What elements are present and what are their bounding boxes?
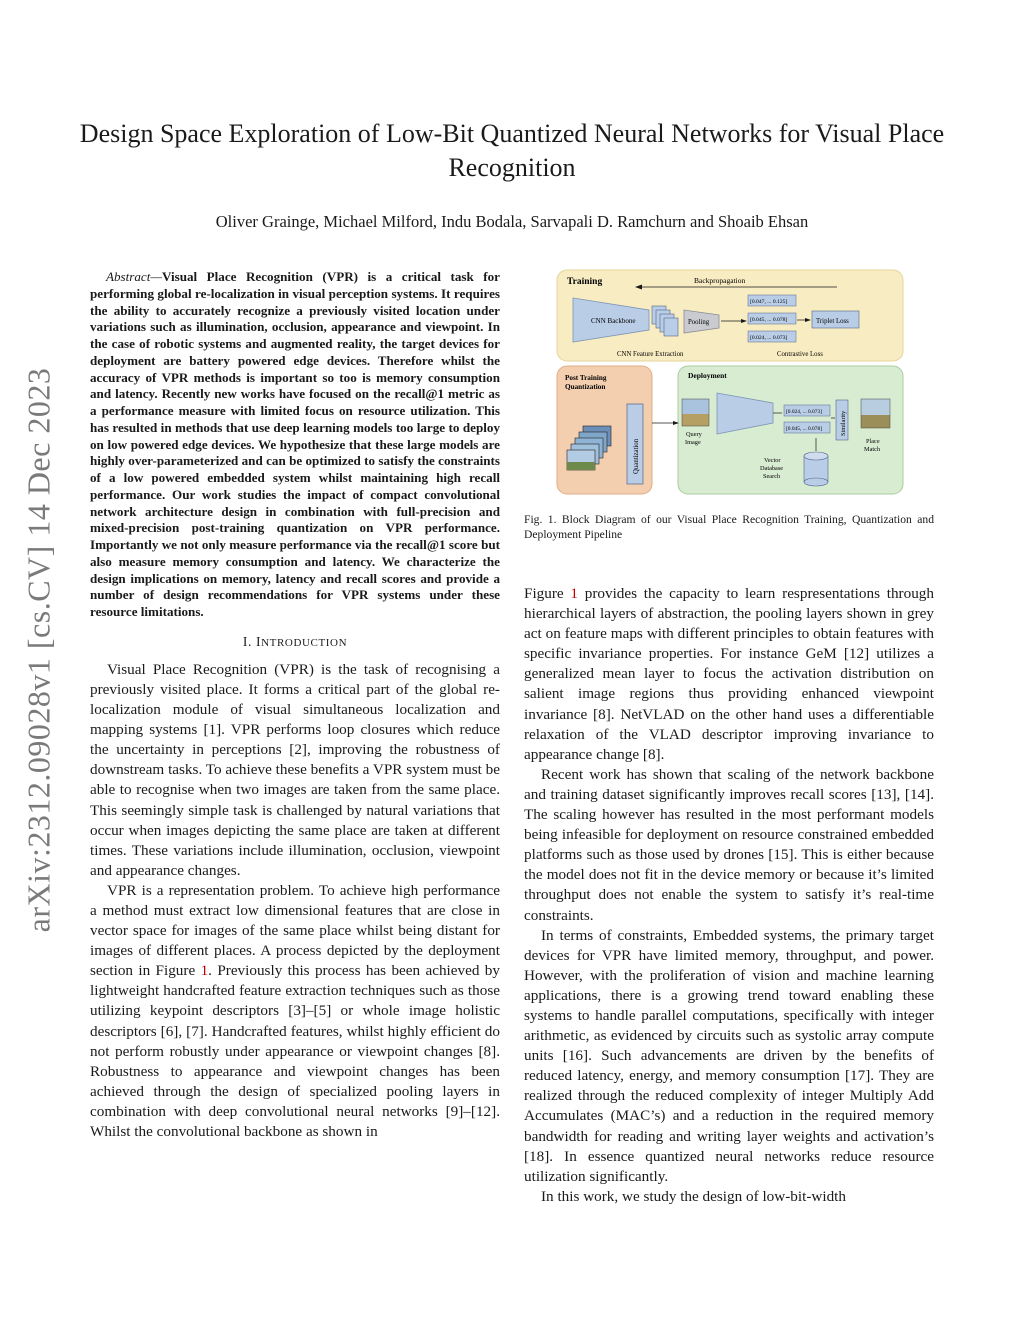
abstract-text: Visual Place Recognition (VPR) is a critical task for performing global re-localization in visual perception systems. It requires the ability to accurately recognize a previously visited location under variations such as illumination, occlusion, appearance and viewpoint. In the case of robotic systems and augmented reality, the target devices for deployment are battery powered edge devices. Therefore whilst the accuracy of VPR methods is important so too is memory consumption and latency. Recently new works have focused on the recall@1 metric as a performance measure with limited focus on resource utilization. This has resulted in methods that use deep learning models too large to deploy on low powered edge devices. We hypothesize that these large models are highly over-parameterized and can be optimized to satisfy the constraints of a low powered embedded system whilst maintaining high recall performance. Our work studies the impact of compact convolutional network architecture design in combination with full-precision and mixed-precision post-training quantization on VPR performance. Importantly we not only measure performance via the recall@1 score but also measure memory consumption and latency. We characterize the design implications on memory, latency and recall scores and provide a number of design recommendations for VPR systems under these resource limitations. (90, 269, 500, 619)
similarity-label: Similarity (840, 410, 847, 436)
author-list: Oliver Grainge, Michael Milford, Indu Bodala, Sarvapali D. Ramchurn and Shoaib Ehsan (215, 212, 809, 231)
cnn-feature-extraction-label: CNN Feature Extraction (617, 351, 684, 358)
intro-paragraph-4: Recent work has shown that scaling of the network backbone and training dataset significantly improves recall scores [13], [14]. The scaling however has resulted in the most performant models being infeasible for deployment on resource constrained embedded platforms such as those used by drones [15]. This is either because the model does not fit in the device memory or because it’s limited throughput does not enable the system to satisfy it’s real-time constraints. (524, 765, 934, 924)
cnn-backbone-label: CNN Backbone (591, 317, 636, 325)
backprop-label: Backpropagation (694, 276, 746, 285)
arxiv-id: arXiv:2312.09028v1 [cs.CV] 14 Dec 2023 (20, 367, 57, 933)
quantization-label: Quantization (633, 438, 640, 474)
figure-ref-link[interactable]: 1 (200, 962, 209, 980)
deploy-vector-1: [0.024, ... 0.073] (786, 409, 822, 415)
ptq-label-line2: Quantization (565, 383, 606, 391)
intro-paragraph-2: VPR is a representation problem. To achieve high performance a method must extract low dimensional features that are close in vector space for images of the same place whilst being distant for images of different places. A process depicted by the deployment section in Figure 1. Previously this process has been achieved by lightweight handcrafted feature extraction techniques such as those utilizing keypoint descriptors [3]–[5] or whole image holistic descriptors [6], [7]. Handcrafted features, whilst highly efficient do not perform robustly under appearance or viewpoint changes [8]. Robustness to appearance and viewpoint changes has been achieved through the design of specialized pooling layers in combination with deep convolutional neural networks [9]–[12]. Whilst the convolutional backbone as shown in (90, 881, 500, 1140)
train-vector-2: [0.045, ... 0.078] (750, 317, 788, 323)
vector-database-icon (804, 452, 828, 486)
place-match-label-2: Match (864, 446, 881, 453)
contrastive-loss-label: Contrastive Loss (777, 351, 823, 358)
pooling-label: Pooling (688, 319, 710, 326)
figure-caption: Fig. 1. Block Diagram of our Visual Place Recognition Training, Quantization and Deployment Pipeline (524, 513, 934, 541)
right-column (524, 584, 934, 1207)
place-match-image (861, 399, 890, 428)
deploy-vector-2: [0.045, ... 0.078] (786, 426, 822, 432)
deployment-label: Deployment (688, 371, 727, 380)
left-column (90, 269, 500, 1142)
paper-title: Design Space Exploration of Low-Bit Quantized Neural Networks for Visual Place Recognition (79, 119, 945, 182)
intro-paragraph-5: In terms of constraints, Embedded systems, the primary target devices for VPR have limited memory, throughput, and power. However, with the proliferation of vision and machine learning applications, there is a growing trend toward enabling these systems to handle parallel computations, specifically with integer arithmetic, as evidenced by circuits such as systolic array compute units [16]. Such advancements are driven by the benefits of reduced latency, energy, and memory consumption [17]. They are realized through the reduced complexity of integer Multiply Add Accumulates (MAC’s) and a reduction in the required memory bandwidth for reading and writing layer weights and activation’s [18]. In essence quantized neural networks reduce resource utilization significantly. (524, 926, 934, 1185)
abstract (90, 269, 500, 621)
figure-1-block-diagram (551, 268, 907, 498)
vdb-label-2: Database (760, 465, 784, 472)
train-vector-1: [0.047, ... 0.125] (750, 299, 788, 305)
query-image (682, 399, 709, 426)
triplet-loss-label: Triplet Loss (816, 318, 849, 325)
intro-paragraph-1: Visual Place Recognition (VPR) is the task of recognising a previously visited place. It forms a critical part of the global re-localization module of visual simultaneous localization and mapping systems [1]. VPR performs loop closures which reduce the uncertainty in perceptions [2], improving the robustness of downstream tasks. To achieve these benefits a VPR system must be able to recognise when two images are taken from the same place. This seemingly simple task is challenged by natural variations that occur when images depicting the same place are taken at different times. These variations include illumination, occlusion, viewpoint and appearance changes. (90, 660, 500, 879)
ptq-label-line1: Post Training (565, 374, 607, 382)
query-image-label-2: Image (685, 439, 701, 446)
intro-paragraph-6: In this work, we study the design of low-bit-width (541, 1187, 846, 1205)
intro-paragraph-3: Figure 1 provides the capacity to learn respresentations through hierarchical layers of abstraction, the pooling layers shown in grey act on feature maps with different principles to obtain features with specific invariance properties. For instance GeM [12] utilizes a generalized mean layer to focus the activation distribution on salient image regions thus providing enhanced viewpoint invariance [8]. NetVLAD on the other hand uses a differentiable relaxation of the VLAD descriptor improving invariance to appearance change [8]. (524, 585, 934, 763)
abstract-lead: Abstract— (106, 269, 163, 284)
vdb-label-3: Search (763, 473, 781, 480)
section-heading-introduction: I. INTRODUCTION (242, 633, 348, 649)
training-label: Training (567, 277, 603, 287)
vdb-label-1: Vector (764, 457, 781, 464)
figure-ref-link[interactable]: 1 (570, 585, 578, 602)
query-image-label-1: Query (686, 431, 702, 438)
place-match-label-1: Place (866, 438, 880, 445)
train-vector-3: [0.024, ... 0.073] (750, 335, 788, 341)
